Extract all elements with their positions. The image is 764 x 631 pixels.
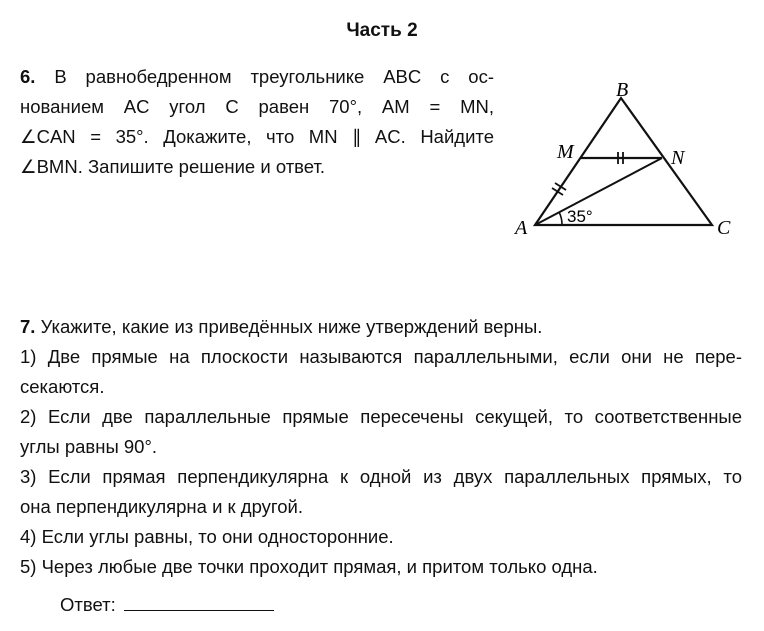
answer-blank-line[interactable]: [124, 592, 274, 611]
angle-arc-a: [559, 212, 562, 225]
part-title: Часть 2: [346, 20, 418, 41]
task-6: [20, 62, 494, 182]
task7-text-1: Укажите, какие из приведённых ниже утверждений верны.: [35, 316, 543, 337]
task6-line-3: ∠CAN = 35°. Докажите, что MN ∥ AC. Найдите: [20, 126, 494, 147]
label-b: B: [616, 79, 629, 101]
task-7: [20, 312, 742, 582]
label-n: N: [671, 147, 685, 169]
segment-an: [535, 158, 662, 225]
triangle-diagram: [505, 74, 745, 244]
triangle-figure: [505, 74, 745, 244]
task6-line-1: [20, 62, 494, 92]
task6-number: 6.: [20, 66, 36, 87]
task6-line-2: нованием AC угол C равен 70°, AM = MN,: [20, 96, 494, 117]
task7-option-2-line-2: углы равны 90°.: [20, 436, 157, 457]
task7-option-3-line-1: 3) Если прямая перпендикулярна к одной из двух параллельных прямых, то: [20, 466, 742, 487]
label-m: M: [557, 141, 574, 163]
answer-label: Ответ:: [60, 594, 116, 615]
task6-line-4: ∠BMN. Запишите решение и ответ.: [20, 156, 326, 177]
task7-option-2-line-1: 2) Если две параллельные прямые пересечены секущей, то соответственные: [20, 406, 742, 427]
tick-am-1: [552, 188, 563, 195]
task7-option-1-line-2: секаются.: [20, 376, 105, 397]
task7-option-3-line-2: она перпендикулярна и к другой.: [20, 496, 304, 517]
task7-line-1: [20, 312, 742, 342]
answer-row: [60, 592, 274, 617]
angle-label-35: 35°: [567, 207, 593, 226]
task7-option-5: 5) Через любые две точки проходит прямая, и притом только одна.: [20, 556, 598, 577]
task7-option-1-line-1: 1) Две прямые на плоскости называются параллельными, если они не пере-: [20, 346, 742, 367]
label-c: C: [717, 217, 731, 239]
task6-text-1: В равнобедренном треугольнике ABC с ос-: [35, 66, 494, 87]
label-a: A: [515, 217, 528, 239]
task7-option-4: 4) Если углы равны, то они односторонние.: [20, 526, 394, 547]
task7-number: 7.: [20, 316, 36, 337]
